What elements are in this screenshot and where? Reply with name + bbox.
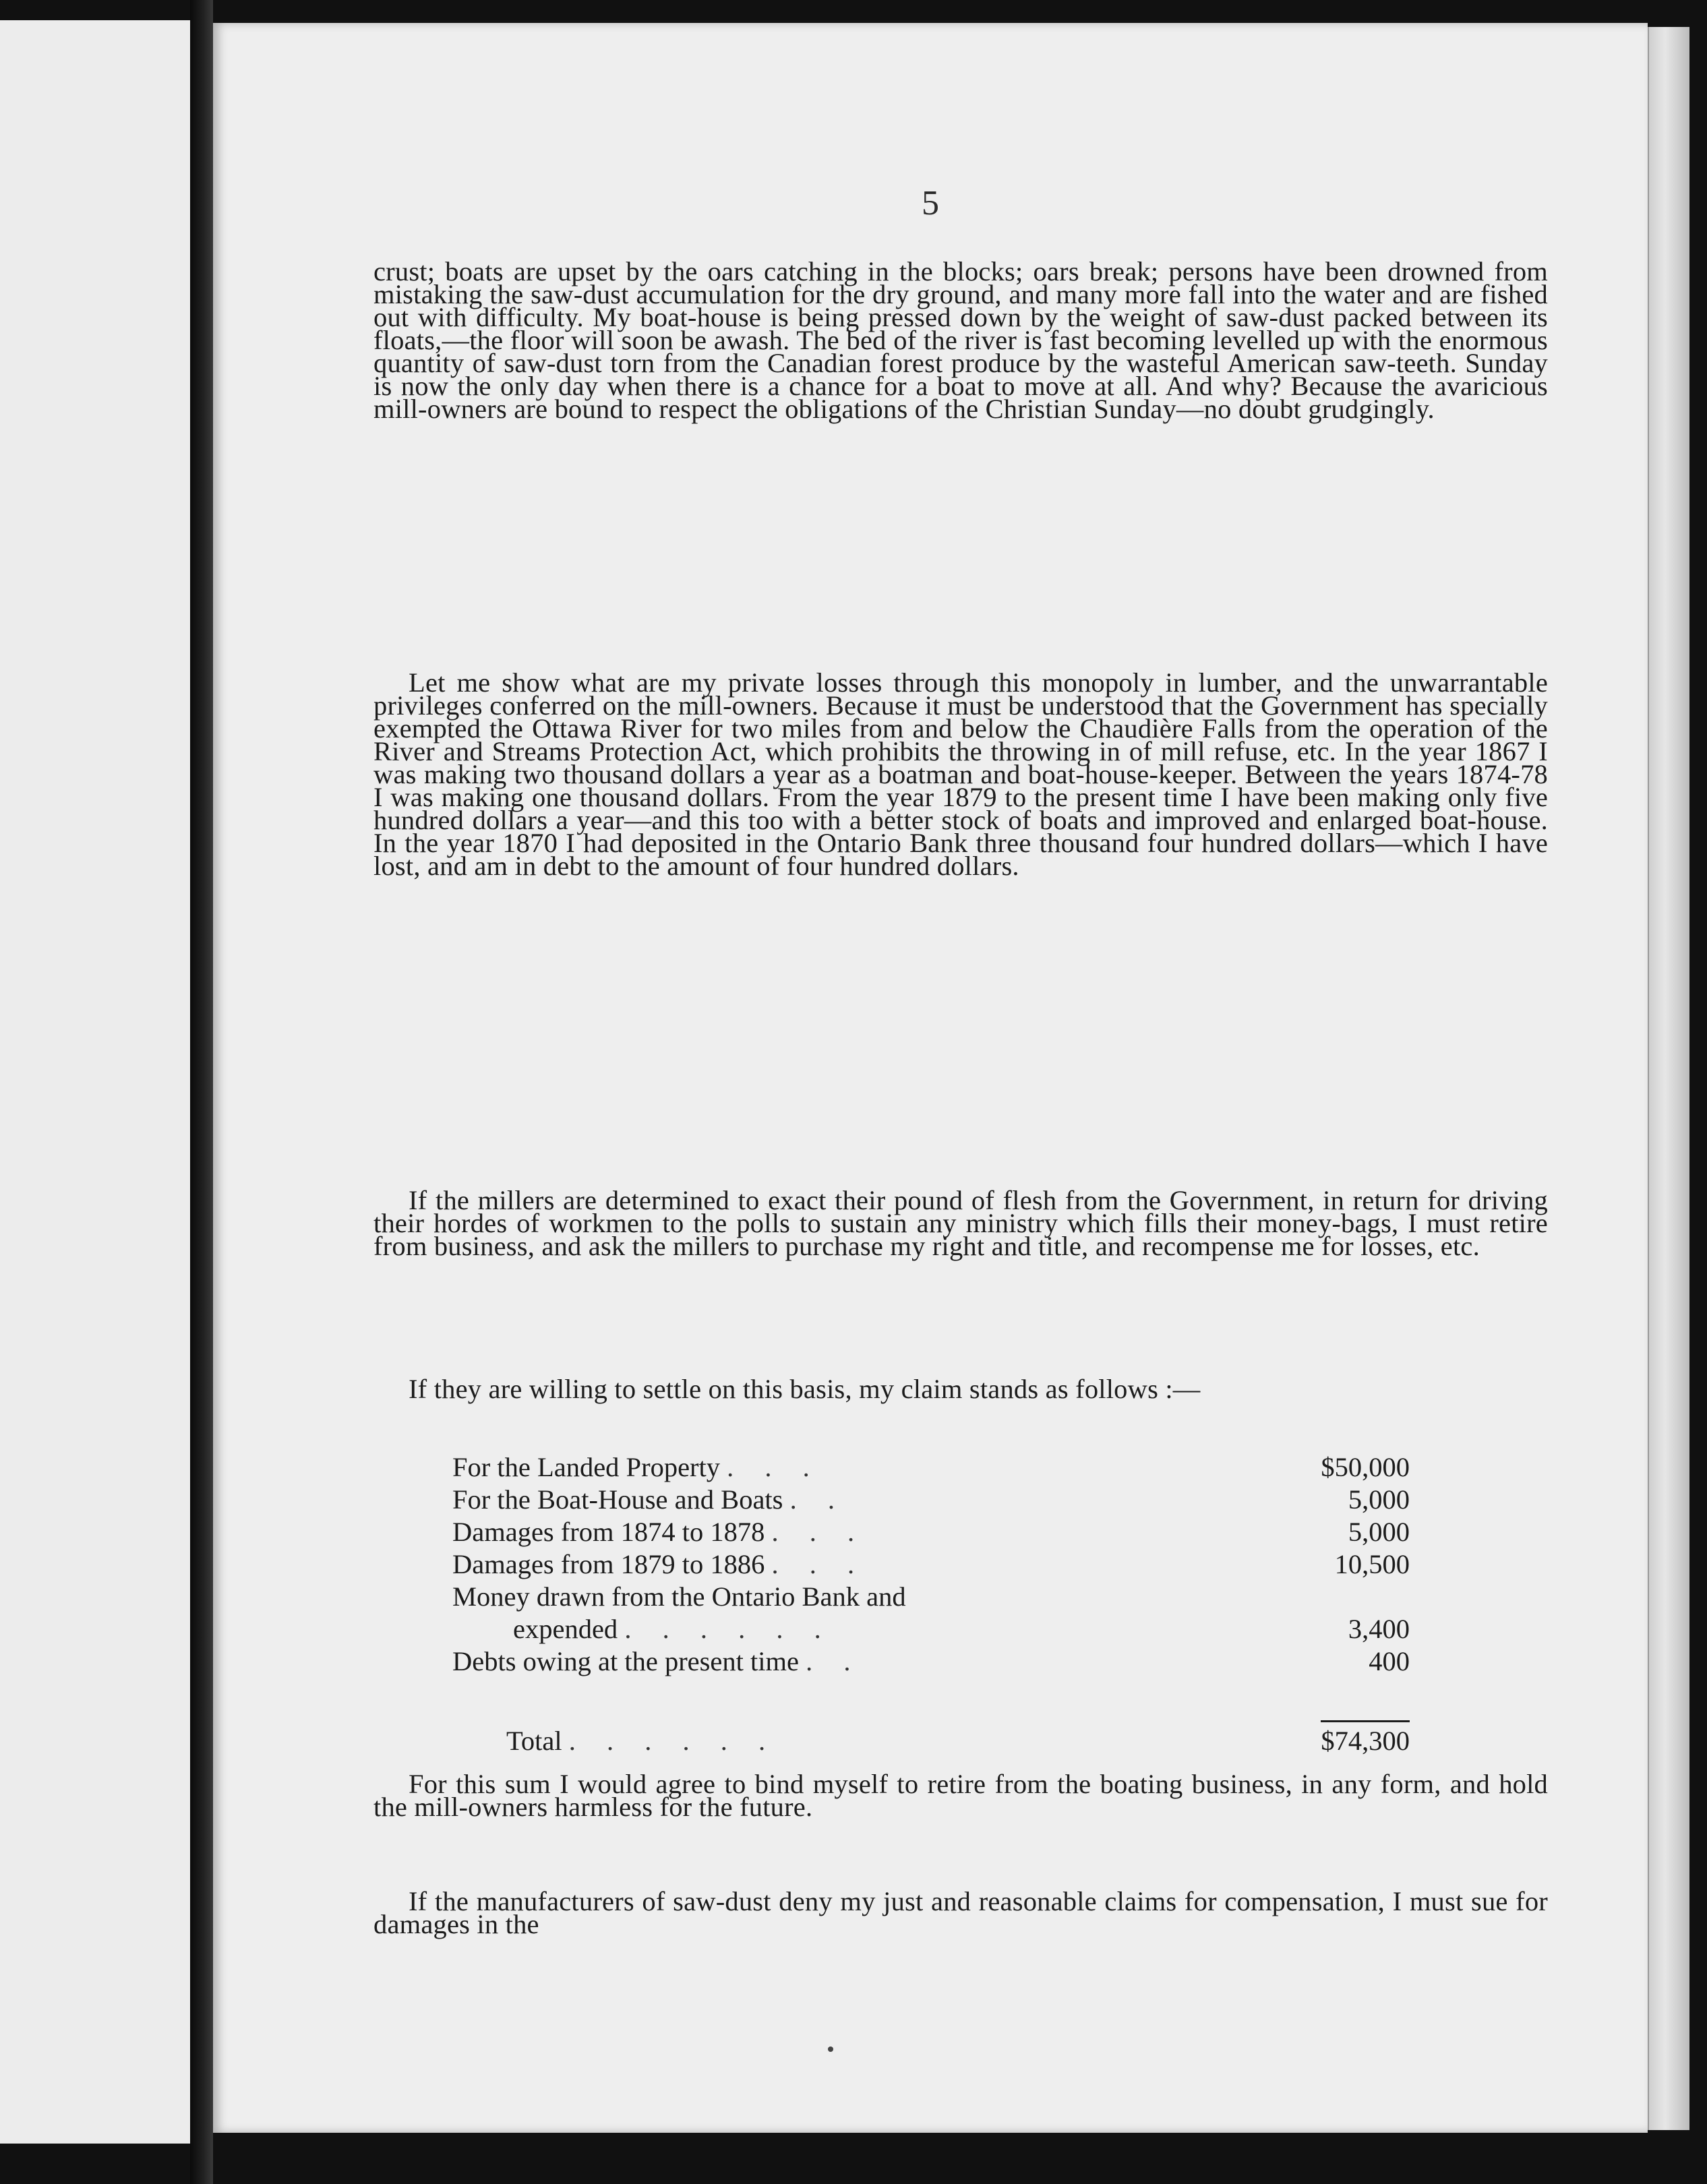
claim-amount: 400 xyxy=(1369,1646,1410,1676)
table-row xyxy=(452,1580,1504,1612)
table-row xyxy=(452,1483,1504,1515)
paragraph-millers-demand xyxy=(373,1185,1548,1261)
table-row xyxy=(452,1451,1504,1483)
paragraph-sue-for-damages xyxy=(373,1886,1548,1939)
page-edge-stack xyxy=(1648,27,1689,2130)
book-binding-gutter xyxy=(190,0,213,2184)
paragraph-text: If they are willing to settle on this basis, my claim stands as follows :— xyxy=(409,1374,1201,1404)
claim-label: Damages from 1874 to 1878 . . . xyxy=(452,1517,867,1547)
paragraph-claim-intro xyxy=(373,1374,1548,1404)
paragraph-text: crust; boats are upset by the oars catching in the blocks; oars break; persons have been drowned from mistaking the saw-dust accumulation for the dry ground, and many more fall into the water and are fished out with difficulty. My boat-house is being pressed down by the weight of saw-dust packed between its floats,—the floor will soon be awash. The bed of the river is fast becoming levelled up with the enormous quantity of saw-dust torn from the Canadian forest produce by the wasteful American saw-teeth. Sunday is now the only day when there is a chance for a boat to move at all. And why? Because the avaricious mill-owners are bound to respect the obligations of the Christian Sunday—no doubt grudgingly. xyxy=(373,256,1548,424)
ink-speck xyxy=(828,2046,833,2052)
table-row xyxy=(452,1645,1504,1677)
claim-label: expended . . . . . . xyxy=(513,1614,833,1644)
paragraph-text: If the millers are determined to exact their pound of flesh from the Government, in return for driving their hordes of workmen to the polls to sustain any ministry which fills their money-bags, I must retire from business, and ask the millers to purchase my right and title, and recompense me for losses, etc. xyxy=(373,1185,1548,1261)
total-label: Total . . . . . . xyxy=(506,1726,778,1756)
claim-amount: 3,400 xyxy=(1348,1614,1410,1644)
claim-amount: 5,000 xyxy=(1348,1517,1410,1547)
claim-label: Debts owing at the present time . . xyxy=(452,1646,863,1676)
book-page xyxy=(213,23,1648,2133)
claim-amount: 5,000 xyxy=(1348,1484,1410,1515)
paragraph-saw-dust-hazards xyxy=(373,256,1548,424)
paragraph-text: Let me show what are my private losses through this monopoly in lumber, and the unwarrantable privileges conferred on the mill-owners. Because it must be understood that the Government has specially exempted the Ottawa River for two miles from and below the Chaudière Falls from the operation of the River and Streams Protection Act, which prohibits the throwing in of mill refuse, etc. In the year 1867 I was making two thousand dollars a year as a boatman and boat-house-keeper. Between the years 1874-78 I was making one thousand dollars. From the year 1879 to the present time I have been making only five hundred dollars a year—and this too with a better stock of boats and improved and enlarged boat-house. In the year 1870 I had deposited in the Ontario Bank three thousand four hundred dollars—which I have lost, and am in debt to the amount of four hundred dollars. xyxy=(373,667,1548,881)
claim-label: For the Boat-House and Boats . . xyxy=(452,1484,847,1515)
claim-label: For the Landed Property . . . xyxy=(452,1452,822,1482)
claim-amount: $50,000 xyxy=(1321,1452,1410,1482)
paragraph-text: If the manufacturers of saw-dust deny my just and reasonable claims for compensation, I must sue for damages in the xyxy=(373,1886,1548,1939)
paragraph-text: For this sum I would agree to bind myself to retire from the boating business, in any form, and hold the mill-owners harmless for the future. xyxy=(373,1769,1548,1822)
paragraph-private-losses xyxy=(373,667,1548,881)
table-row xyxy=(452,1612,1504,1645)
claim-label: Damages from 1879 to 1886 . . . xyxy=(452,1549,867,1579)
paragraph-offer-to-retire xyxy=(373,1769,1548,1822)
total-amount: $74,300 xyxy=(1189,1677,1504,1757)
table-row xyxy=(452,1548,1504,1580)
claim-label: Money drawn from the Ontario Bank and xyxy=(452,1581,906,1612)
total-row xyxy=(452,1677,1504,1757)
table-row xyxy=(452,1515,1504,1548)
page-number: 5 xyxy=(922,184,939,222)
facing-page xyxy=(0,20,191,2144)
claim-amount: 10,500 xyxy=(1334,1549,1410,1579)
claim-table xyxy=(452,1451,1504,1757)
claim-amount xyxy=(1189,1580,1504,1612)
